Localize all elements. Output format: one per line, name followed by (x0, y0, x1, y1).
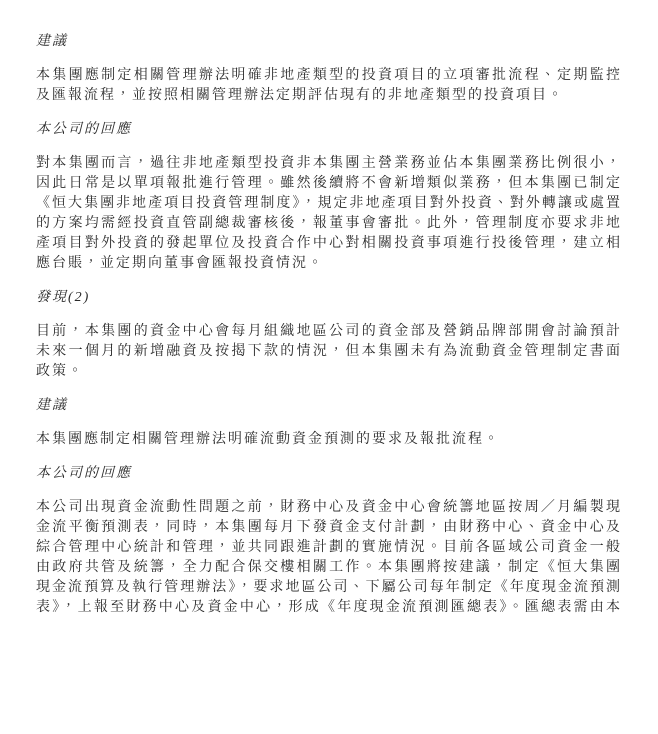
paragraph-line: 應台賬，並定期向董事會匯報投資情況。 (36, 256, 324, 271)
paragraph-line: 現金流預算及執行管理辦法》，要求地區公司、下屬公司每年制定《年度現金流預測 (36, 580, 622, 595)
paragraph-line: 因此日常是以單項報批進行管理。雖然後續將不會新增類似業務，但本集團已制定 (36, 176, 622, 191)
section-heading-company-response-1: 本公司的回應 (36, 122, 132, 137)
paragraph-line: 本集團應制定相關管理辦法明確流動資金預測的要求及報批流程。 (36, 432, 500, 447)
paragraph-line: 《恒大集團非地產項目投資管理制度》，規定非地產項目對外投資、對外轉讓或處置 (36, 196, 622, 211)
section-heading-recommendation-1: 建議 (36, 34, 68, 49)
paragraph-line: 表》，上報至財務中心及資金中心，形成《年度現金流預測匯總表》。匯總表需由本 (36, 600, 622, 615)
paragraph-line: 及匯報流程，並按照相關管理辦法定期評估現有的非地產類型的投資項目。 (36, 88, 564, 103)
section-heading-finding-2: 發現(2) (36, 290, 91, 305)
paragraph-company-response-2 (36, 498, 622, 618)
paragraph-line: 綜合管理中心統計和管理，並共同跟進計劃的實施情況。目前各區域公司資金一般 (36, 540, 622, 555)
paragraph-line: 的方案均需經投資直管副總裁審核後，報董事會審批。此外，管理制度亦要求非地 (36, 216, 622, 231)
paragraph-company-response-1 (36, 154, 622, 274)
section-heading-recommendation-2: 建議 (36, 398, 68, 413)
section-heading-company-response-2: 本公司的回應 (36, 466, 132, 481)
paragraph-line: 未來一個月的新增融資及按揭下款的情況，但本集團未有為流動資金管理制定書面 (36, 344, 622, 359)
paragraph-line: 金流平衡預測表，同時，本集團每月下發資金支付計劃，由財務中心、資金中心及 (36, 520, 622, 535)
paragraph-recommendation-2 (36, 430, 622, 450)
paragraph-line: 由政府共管及統籌，全力配合保交樓相關工作。本集團將按建議，制定《恒大集團 (36, 560, 622, 575)
paragraph-line: 政策。 (36, 364, 84, 379)
paragraph-recommendation-1 (36, 66, 622, 106)
paragraph-finding-2 (36, 322, 622, 382)
paragraph-line: 目前，本集團的資金中心會每月組織地區公司的資金部及營銷品牌部開會討論預計 (36, 324, 622, 339)
paragraph-line: 本集團應制定相關管理辦法明確非地產類型的投資項目的立項審批流程、定期監控 (36, 68, 622, 83)
paragraph-line: 產項目對外投資的發起單位及投資合作中心對相關投資事項進行投後管理，建立相 (36, 236, 622, 251)
paragraph-line: 本公司出現資金流動性問題之前，財務中心及資金中心會統籌地區按周／月編製現 (36, 500, 622, 515)
paragraph-line: 對本集團而言，過往非地產類型投資非本集團主營業務並佔本集團業務比例很小， (36, 156, 622, 171)
